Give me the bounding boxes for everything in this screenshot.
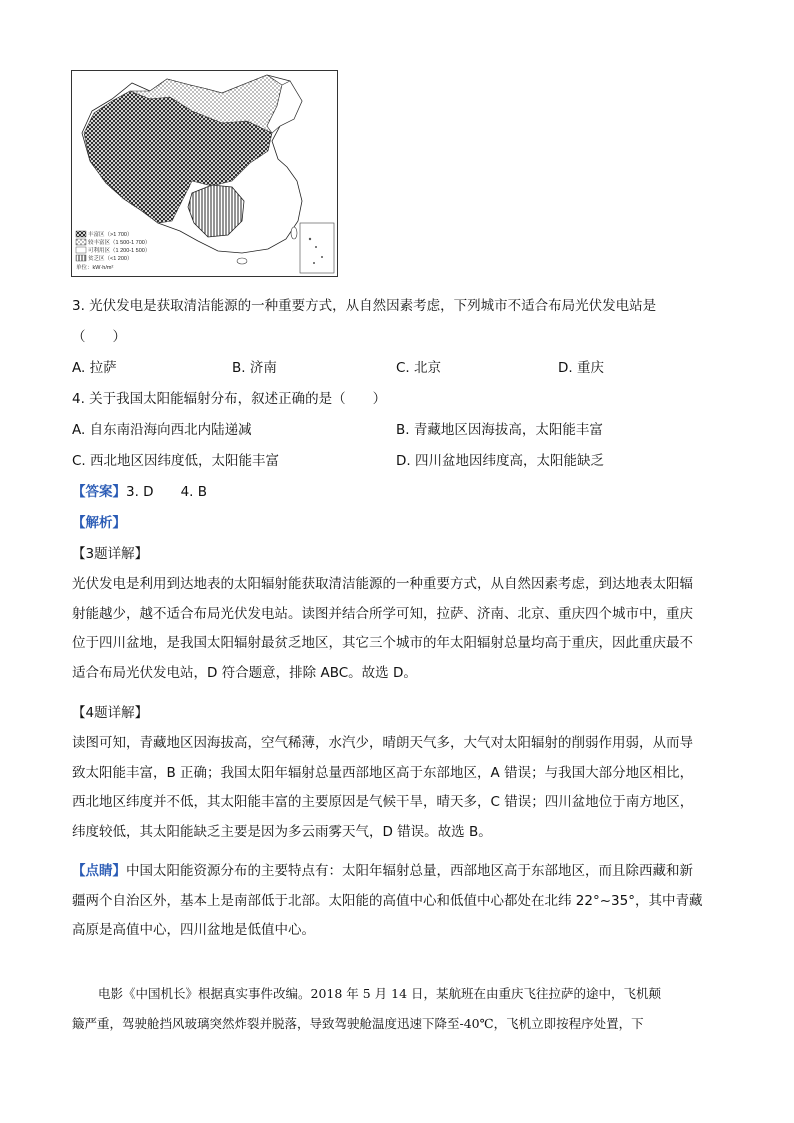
answer-label: 【答案】 (72, 484, 126, 500)
legend-rich: 丰富区（>1 700） (88, 232, 133, 238)
detail-3-line: 位于四川盆地，是我国太阳辐射最贫乏地区，其它三个城市的年太阳辐射总量均高于重庆，因此重庆最不 (72, 635, 693, 651)
next-passage-cont (72, 1009, 724, 1039)
q3-option-b: B. 济南 (232, 360, 277, 376)
detail-4-title: 【4题详解】 (72, 705, 149, 721)
tip-body (72, 857, 724, 946)
legend-unit: 单位：kW·h/m² (76, 265, 114, 271)
analysis-line (72, 514, 126, 532)
q4-option-b: B. 青藏地区因海拔高，太阳能丰富 (396, 422, 603, 438)
q3-option-d: D. 重庆 (558, 360, 604, 376)
detail-3-line: 射能越少，越不适合布局光伏发电站。读图并结合所学可知，拉萨、济南、北京、重庆四个城市中，重庆 (72, 605, 693, 622)
answer-line (72, 483, 207, 501)
tip-line: 疆两个自治区外，基本上是南部低于北部。太阳能的高值中心和低值中心都处在北纬 22°~35°，其中青藏 (72, 892, 703, 909)
solar-radiation-map (71, 70, 338, 277)
tip-line: 【点睛】中国太阳能资源分布的主要特点有：太阳年辐射总量，西部地区高于东部地区，而且除西藏和新 (72, 863, 693, 879)
q4-stem: 4. 关于我国太阳能辐射分布，叙述正确的是（ ） (72, 391, 387, 407)
tip-label: 【点睛】 (72, 863, 126, 879)
legend-fairly-rich: 较丰富区（1 500-1 700） (88, 240, 151, 246)
q4-option-d: D. 四川盆地因纬度高，太阳能缺乏 (396, 453, 604, 469)
detail-3-line: 适合布局光伏发电站，D 符合题意，排除 ABC。故选 D。 (72, 664, 417, 681)
detail-3-title: 【3题详解】 (72, 546, 149, 562)
china-map-graphic (72, 71, 337, 276)
detail-3-body (72, 570, 724, 688)
detail-4-line: 西北地区纬度并不低，其太阳能丰富的主要原因是气候干旱，晴天多，C 错误；四川盆地位于南方地区， (72, 794, 694, 810)
tip-line: 高原是高值中心，四川盆地是低值中心。 (72, 922, 315, 938)
detail-4-body (72, 729, 724, 847)
analysis-label: 【解析】 (72, 515, 126, 531)
detail-3-line: 光伏发电是利用到达地表的太阳辐射能获取清洁能源的一种重要方式，从自然因素考虑，到达地表太阳辐 (72, 576, 693, 592)
next-passage-line: 电影《中国机长》根据真实事件改编。2018 年 5 月 14 日，某航班在由重庆飞往拉萨的途中，飞机颠 (98, 986, 662, 1001)
q3-paren: （ ） (72, 329, 126, 345)
q4-option-a: A. 自东南沿海向西北内陆递减 (72, 422, 252, 438)
next-passage (98, 979, 724, 1009)
legend-usable: 可利用区（1 200-1 500） (88, 248, 151, 254)
q3-option-a: A. 拉萨 (72, 360, 117, 376)
answer-text: 3. D 4. B (126, 484, 207, 500)
q3-stem: 3. 光伏发电是获取清洁能源的一种重要方式，从自然因素考虑，下列城市不适合布局光伏发电站是 (72, 298, 657, 314)
next-passage-line: 簸严重，驾驶舱挡风玻璃突然炸裂并脱落，导致驾驶舱温度迅速下降至-40℃，飞机立即按程序处置，下 (72, 1016, 644, 1031)
q4-option-c: C. 西北地区因纬度低，太阳能丰富 (72, 453, 280, 469)
detail-4-line: 纬度较低，其太阳能缺乏主要是因为多云雨雾天气，D 错误。故选 B。 (72, 823, 492, 840)
detail-4-line: 致太阳能丰富，B 正确；我国太阳年辐射总量西部地区高于东部地区，A 错误；与我国大部分地区相比， (72, 764, 694, 781)
detail-4-line: 读图可知，青藏地区因海拔高，空气稀薄，水汽少，晴朗天气多，大气对太阳辐射的削弱作用弱，从而导 (72, 735, 693, 751)
legend-poor: 贫乏区（<1 200） (88, 256, 133, 262)
q3-option-c: C. 北京 (396, 360, 442, 376)
